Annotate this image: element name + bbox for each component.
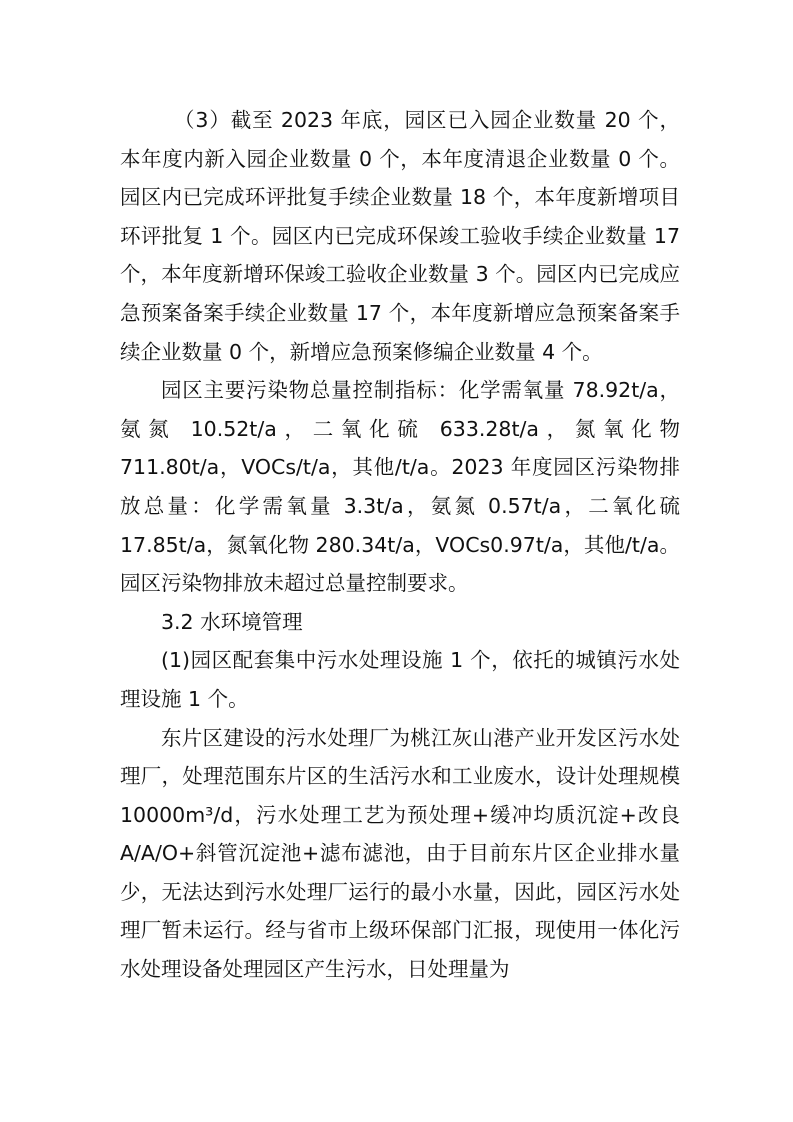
paragraph-enterprise-stats: （3）截至 2023 年底，园区已入园企业数量 20 个，本年度内新入园企业数量 0 个，本年度清退企业数量 0 个。园区内已完成环评批复手续企业数量 18 个，本年度新增项目环评批复 1 个。园区内已完成环保竣工验收手续企业数量 17 个，本年度新增环保竣工验收企业数量 3 个。园区内已完成应急预案备案手续企业数量 17 个，本年度新增应急预案备案手续企业数量 0 个，新增应急预案修编企业数量 4 个。 xyxy=(120,108,680,364)
paragraph-east-district-plant: 东片区建设的污水处理厂为桃江灰山港产业开发区污水处理厂，处理范围东片区的生活污水和工业废水，设计处理规模 10000m³/d，污水处理工艺为预处理+缓冲均质沉淀+改良 A/A/O+斜管沉淀池+滤布滤池，由于目前东片区企业排水量少，无法达到污水处理厂运行的最小水量，因此，园区污水处理厂暂未运行。经与省市上级环保部门汇报，现使用一体化污水处理设备处理园区产生污水，日处理量为 xyxy=(120,725,680,982)
paragraph-pollutant-totals: 园区主要污染物总量控制指标：化学需氧量 78.92t/a，氨氮 10.52t/a，二氧化硫 633.28t/a，氮氧化物 711.80t/a，VOCs/t/a，其他/t/a。2023 年度园区污染物排放总量：化学需氧量 3.3t/a，氨氮 0.57t/a，二氧化硫 17.85t/a，氮氧化物 280.34t/a，VOCs0.97t/a，其他/t/a。园区污染物排放未超过总量控制要求。 xyxy=(120,378,680,596)
section-heading-water-management: 3.2 水环境管理 xyxy=(161,609,303,634)
document-body xyxy=(120,101,680,989)
paragraph-sewage-facilities: (1)园区配套集中污水处理设施 1 个，依托的城镇污水处理设施 1 个。 xyxy=(120,648,680,711)
